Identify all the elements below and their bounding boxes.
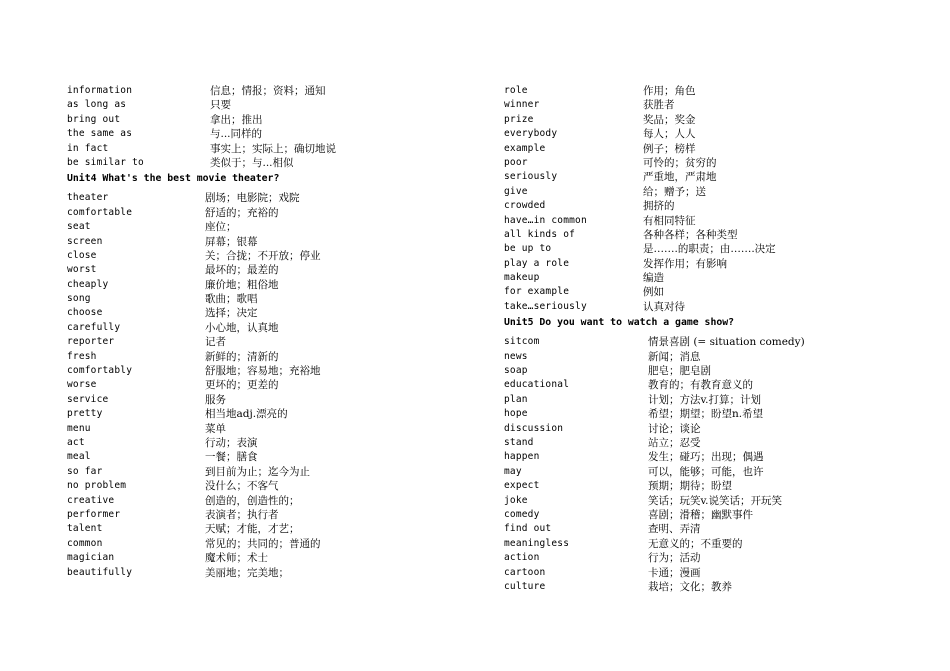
chinese-meaning: 严重地，严肃地 xyxy=(643,171,717,184)
chinese-meaning: 作用；角色 xyxy=(643,85,696,97)
chinese-meaning: 行为；活动 xyxy=(648,552,701,565)
chinese-meaning: 发生；碰巧；出现；偶遇 xyxy=(648,451,764,464)
chinese-meaning: 笑话；玩笑v.说笑话；开玩笑 xyxy=(648,494,783,507)
english-term: screen xyxy=(67,235,103,247)
chinese-meaning: 选择；决定 xyxy=(205,307,258,320)
chinese-meaning: 喜剧；滑稽；幽默事件 xyxy=(648,508,753,521)
vocab-entry xyxy=(504,494,924,508)
english-term: cheaply xyxy=(67,278,109,290)
vocab-entry xyxy=(67,127,467,141)
english-term: news xyxy=(504,350,528,362)
english-term: poor xyxy=(504,156,528,168)
vocab-entry xyxy=(67,522,467,536)
chinese-meaning: 表演者；执行者 xyxy=(205,508,279,521)
vocab-entry xyxy=(504,551,924,565)
english-term: service xyxy=(67,393,109,405)
english-term: example xyxy=(504,142,546,154)
english-term: magician xyxy=(67,552,115,564)
english-term: take…seriously xyxy=(504,300,587,312)
chinese-meaning: 新闻；消息 xyxy=(648,350,701,363)
unit5-vocab-list xyxy=(504,335,924,594)
chinese-meaning: 与...同样的 xyxy=(210,128,263,141)
chinese-meaning: 拥挤的 xyxy=(643,200,675,213)
english-term: bring out xyxy=(67,113,121,125)
chinese-meaning: 卡通；漫画 xyxy=(648,566,701,579)
vocab-entry xyxy=(504,522,924,536)
vocab-entry xyxy=(504,300,924,314)
english-term: meal xyxy=(67,451,91,463)
vocab-entry xyxy=(67,278,467,292)
english-term: educational xyxy=(504,379,570,391)
chinese-meaning: 编造 xyxy=(643,272,664,285)
chinese-meaning: 情景喜剧 (= situation comedy) xyxy=(648,336,805,349)
english-term: comedy xyxy=(504,508,540,520)
chinese-meaning: 站立；忍受 xyxy=(648,436,701,449)
vocab-entry xyxy=(504,537,924,551)
chinese-meaning: 获胜者 xyxy=(643,99,675,112)
vocab-entry xyxy=(504,199,924,213)
vocab-entry xyxy=(504,142,924,156)
chinese-meaning: 魔术师；术士 xyxy=(205,552,268,565)
vocab-entry xyxy=(504,335,924,349)
english-term: happen xyxy=(504,451,540,463)
english-term: give xyxy=(504,185,528,197)
chinese-meaning: 小心地，认真地 xyxy=(205,321,279,334)
chinese-meaning: 最坏的；最差的 xyxy=(205,264,279,277)
english-term: may xyxy=(504,465,522,477)
chinese-meaning: 发挥作用；有影响 xyxy=(643,257,727,270)
vocab-entry xyxy=(67,537,467,551)
english-term: joke xyxy=(504,494,528,506)
english-term: pretty xyxy=(67,408,103,420)
vocab-entry xyxy=(67,350,467,364)
english-term: discussion xyxy=(504,422,564,434)
chinese-meaning: 歌曲；歌唱 xyxy=(205,293,258,306)
english-term: role xyxy=(504,85,528,96)
vocab-entry xyxy=(504,465,924,479)
vocab-entry xyxy=(67,321,467,335)
chinese-meaning: 例子；榜样 xyxy=(643,142,696,155)
english-term: so far xyxy=(67,465,103,477)
chinese-meaning: 天赋；才能，才艺； xyxy=(205,523,300,536)
chinese-meaning: 行动；表演 xyxy=(205,436,258,449)
chinese-meaning: 是…….的职责；由…….决定 xyxy=(643,243,776,256)
chinese-meaning: 给；赠予；送 xyxy=(643,185,706,198)
chinese-meaning: 信息；情报；资料；通知 xyxy=(210,85,326,97)
english-term: soap xyxy=(504,365,528,377)
english-term: makeup xyxy=(504,272,540,284)
vocab-entry xyxy=(504,364,924,378)
left-column xyxy=(67,84,467,580)
chinese-meaning: 认真对待 xyxy=(643,300,685,313)
chinese-meaning: 创造的，创造性的； xyxy=(205,494,300,507)
vocab-entry xyxy=(504,185,924,199)
english-term: hope xyxy=(504,408,528,420)
chinese-meaning: 相当地adj.漂亮的 xyxy=(205,408,288,421)
vocab-entry xyxy=(504,422,924,436)
vocab-entry xyxy=(504,214,924,228)
chinese-meaning: 查明、弄清 xyxy=(648,523,701,536)
chinese-meaning: 只要 xyxy=(210,99,231,112)
vocab-entry xyxy=(504,242,924,256)
english-term: plan xyxy=(504,393,528,405)
chinese-meaning: 屏幕；银幕 xyxy=(205,235,258,248)
english-term: information xyxy=(67,85,133,96)
vocab-entry xyxy=(67,465,467,479)
english-term: beautifully xyxy=(67,566,133,578)
vocab-entry xyxy=(67,479,467,493)
english-term: comfortable xyxy=(67,206,133,218)
english-term: comfortably xyxy=(67,365,133,377)
vocab-entry xyxy=(504,407,924,421)
english-term: seat xyxy=(67,221,91,233)
english-term: stand xyxy=(504,436,534,448)
vocab-entry xyxy=(67,566,467,580)
chinese-meaning: 舒适的；充裕的 xyxy=(205,206,279,219)
english-term: no problem xyxy=(67,480,127,492)
vocab-entry xyxy=(67,98,467,112)
english-term: prize xyxy=(504,113,534,125)
chinese-meaning: 肥皂；肥皂剧 xyxy=(648,365,711,378)
chinese-meaning: 可怜的；贫穷的 xyxy=(643,156,717,169)
vocab-entry xyxy=(504,436,924,450)
chinese-meaning: 预期；期待；盼望 xyxy=(648,480,732,493)
vocab-entry xyxy=(504,127,924,141)
vocab-list-continued-right xyxy=(504,84,924,314)
english-term: reporter xyxy=(67,336,115,348)
vocab-entry xyxy=(504,508,924,522)
chinese-meaning: 拿出；推出 xyxy=(210,113,263,126)
vocab-list-continued-left xyxy=(67,84,467,170)
vocab-entry xyxy=(504,84,924,98)
unit4-vocab-list xyxy=(67,191,467,580)
vocab-entry xyxy=(67,292,467,306)
english-term: theater xyxy=(67,192,109,204)
english-term: crowded xyxy=(504,200,546,212)
english-term: play a role xyxy=(504,257,570,269)
chinese-meaning: 栽培；文化；教养 xyxy=(648,580,732,593)
vocab-entry xyxy=(67,407,467,421)
chinese-meaning: 座位； xyxy=(205,221,237,234)
english-term: expect xyxy=(504,480,540,492)
english-term: cartoon xyxy=(504,566,546,578)
vocab-entry xyxy=(67,142,467,156)
vocab-entry xyxy=(67,364,467,378)
english-term: performer xyxy=(67,508,121,520)
english-term: culture xyxy=(504,580,546,592)
vocab-entry xyxy=(67,551,467,565)
vocab-entry xyxy=(67,113,467,127)
english-term: for example xyxy=(504,286,570,298)
chinese-meaning: 剧场；电影院；戏院 xyxy=(205,192,300,205)
vocab-entry xyxy=(504,378,924,392)
vocab-entry xyxy=(67,235,467,249)
chinese-meaning: 可以，能够；可能，也许 xyxy=(648,465,764,478)
chinese-meaning: 关；合拢；不开放；停业 xyxy=(205,249,321,262)
vocab-entry xyxy=(67,84,467,98)
vocab-entry xyxy=(67,422,467,436)
chinese-meaning: 舒服地；容易地；充裕地 xyxy=(205,365,321,378)
unit4-heading: Unit4 What's the best movie theater? xyxy=(67,173,280,185)
vocab-entry xyxy=(504,450,924,464)
vocab-entry xyxy=(504,285,924,299)
vocab-entry xyxy=(67,436,467,450)
english-term: carefully xyxy=(67,321,121,333)
vocab-entry xyxy=(67,393,467,407)
english-term: be similar to xyxy=(67,156,144,168)
chinese-meaning: 讨论；谈论 xyxy=(648,422,701,435)
chinese-meaning: 到目前为止；迄今为止 xyxy=(205,465,310,478)
chinese-meaning: 一餐；膳食 xyxy=(205,451,258,464)
english-term: as long as xyxy=(67,99,127,111)
chinese-meaning: 计划；方法v.打算；计划 xyxy=(648,393,762,406)
vocab-entry xyxy=(504,228,924,242)
chinese-meaning: 没什么；不客气 xyxy=(205,480,279,493)
english-term: winner xyxy=(504,99,540,111)
right-column xyxy=(504,84,924,594)
vocab-entry xyxy=(67,220,467,234)
english-term: all kinds of xyxy=(504,228,576,240)
vocab-entry xyxy=(504,257,924,271)
chinese-meaning: 类似于；与...相似 xyxy=(210,156,294,169)
vocab-entry xyxy=(504,113,924,127)
english-term: have…in common xyxy=(504,214,587,226)
english-term: common xyxy=(67,537,103,549)
english-term: close xyxy=(67,249,97,261)
chinese-meaning: 希望；期望；盼望n.希望 xyxy=(648,408,764,421)
english-term: choose xyxy=(67,307,103,319)
english-term: sitcom xyxy=(504,336,540,348)
english-term: talent xyxy=(67,523,103,535)
english-term: act xyxy=(67,436,85,448)
english-term: worst xyxy=(67,264,97,276)
english-term: worse xyxy=(67,379,97,391)
chinese-meaning: 记者 xyxy=(205,336,226,349)
chinese-meaning: 事实上；实际上；确切地说 xyxy=(210,142,336,155)
vocab-entry xyxy=(67,508,467,522)
english-term: the same as xyxy=(67,128,133,140)
vocab-entry xyxy=(67,494,467,508)
vocab-entry xyxy=(67,263,467,277)
vocab-entry xyxy=(504,479,924,493)
english-term: action xyxy=(504,552,540,564)
chinese-meaning: 每人；人人 xyxy=(643,128,696,141)
chinese-meaning: 有相同特征 xyxy=(643,214,696,227)
english-term: fresh xyxy=(67,350,97,362)
chinese-meaning: 美丽地；完美地； xyxy=(205,566,289,579)
vocab-entry xyxy=(67,378,467,392)
vocab-entry xyxy=(504,393,924,407)
chinese-meaning: 新鲜的；清新的 xyxy=(205,350,279,363)
chinese-meaning: 菜单 xyxy=(205,422,226,435)
vocab-entry xyxy=(67,306,467,320)
english-term: be up to xyxy=(504,243,552,255)
vocab-entry xyxy=(67,156,467,170)
chinese-meaning: 奖品；奖金 xyxy=(643,113,696,126)
vocab-entry xyxy=(504,98,924,112)
english-term: everybody xyxy=(504,128,558,140)
chinese-meaning: 无意义的；不重要的 xyxy=(648,537,743,550)
vocab-entry xyxy=(504,271,924,285)
chinese-meaning: 更坏的；更差的 xyxy=(205,379,279,392)
english-term: menu xyxy=(67,422,91,434)
english-term: creative xyxy=(67,494,115,506)
english-term: find out xyxy=(504,523,552,535)
vocab-entry xyxy=(67,191,467,205)
vocab-entry xyxy=(504,566,924,580)
english-term: meaningless xyxy=(504,537,570,549)
english-term: song xyxy=(67,293,91,305)
chinese-meaning: 常见的；共同的；普通的 xyxy=(205,537,321,550)
chinese-meaning: 廉价地；粗俗地 xyxy=(205,278,279,291)
english-term: seriously xyxy=(504,171,558,183)
vocab-entry xyxy=(67,335,467,349)
vocab-entry xyxy=(67,206,467,220)
unit5-heading: Unit5 Do you want to watch a game show? xyxy=(504,317,735,329)
vocab-entry xyxy=(67,249,467,263)
vocab-entry xyxy=(67,450,467,464)
chinese-meaning: 服务 xyxy=(205,393,226,406)
vocab-entry xyxy=(504,350,924,364)
vocab-entry xyxy=(504,580,924,594)
chinese-meaning: 例如 xyxy=(643,286,664,299)
vocab-entry xyxy=(504,156,924,170)
vocab-entry xyxy=(504,170,924,184)
chinese-meaning: 教育的；有教育意义的 xyxy=(648,379,753,392)
english-term: in fact xyxy=(67,142,109,154)
chinese-meaning: 各种各样；各种类型 xyxy=(643,228,738,241)
